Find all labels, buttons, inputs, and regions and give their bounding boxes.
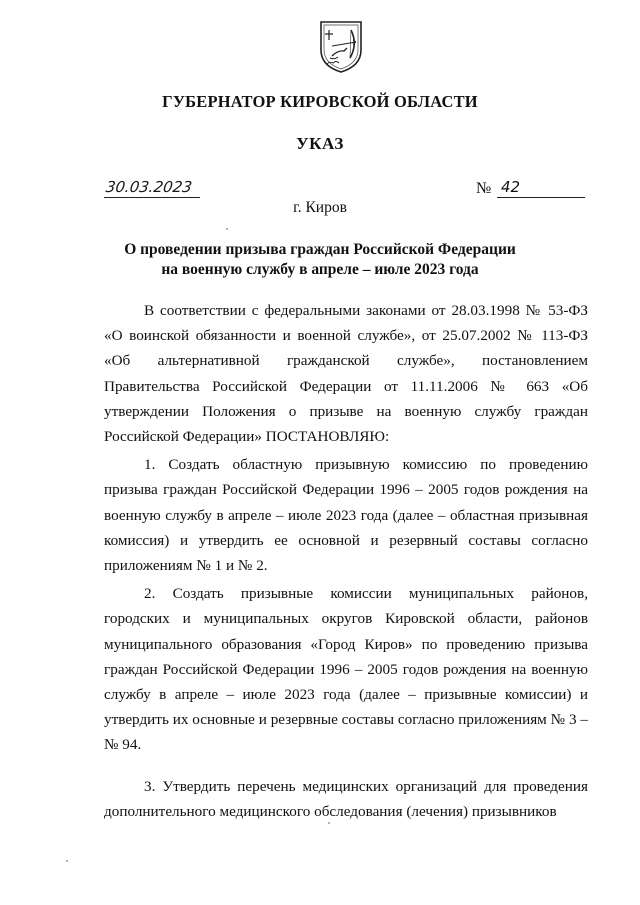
item-2-paragraph: 2. Создать призывные комиссии муниципальных районов, городских и муниципальных округов Кировской области, районов муниципального образования «Город Киров» по проведению призыва граждан Российской Федерации 1996 – 2005 годов рождения на военную службу в апреле – июле 2023 года (далее – призывные комиссии) и утвердить их основные и резервные составы согласно приложениям № 3 – № 94. xyxy=(104,585,588,754)
document-type: УКАЗ xyxy=(296,134,344,153)
scan-speck xyxy=(328,822,330,824)
document-date-field xyxy=(104,177,200,198)
document-title-line-1: О проведении призыва граждан Российской Федерации xyxy=(124,241,516,258)
document-date: 30.03.2023 xyxy=(104,178,194,196)
document-title xyxy=(0,240,640,280)
document-number: 42 xyxy=(501,178,521,196)
scan-speck xyxy=(226,228,228,230)
item-1-paragraph: 1. Создать областную призывную комиссию по проведению призыва граждан Российской Федерации 1996 – 2005 годов рождения на военную службу в апреле – июле 2023 года (далее – областная призывная комиссия) и утвердить ее основной и резервный составы согласно приложениям № 1 и № 2. xyxy=(104,456,588,575)
item-3-paragraph: 3. Утвердить перечень медицинских организаций для проведения дополнительного медицинского обследования (лечения) призывников xyxy=(104,777,588,820)
document-place: г. Киров xyxy=(293,199,347,216)
document-number-field xyxy=(497,177,585,198)
issuing-authority: ГУБЕРНАТОР КИРОВСКОЙ ОБЛАСТИ xyxy=(162,92,478,111)
preamble-paragraph: В соответствии с федеральными законами от 28.03.1998 № 53-ФЗ «О воинской обязанности и военной службе», от 25.07.2002 № 113-ФЗ «Об альтернативной гражданской службе», постановлением Правительства Российской Федерации от 11.11.2006 № 663 «Об утверждении Положения о призыве на военную службу граждан Российской Федерации» ПОСТАНОВЛЯЮ: xyxy=(104,302,588,446)
kirov-oblast-coat-of-arms-icon xyxy=(318,20,364,74)
scan-speck xyxy=(66,860,68,862)
document-number-label: № xyxy=(476,180,492,197)
document-title-line-2: на военную службу в апреле – июле 2023 года xyxy=(161,261,479,278)
document-body xyxy=(104,298,588,827)
